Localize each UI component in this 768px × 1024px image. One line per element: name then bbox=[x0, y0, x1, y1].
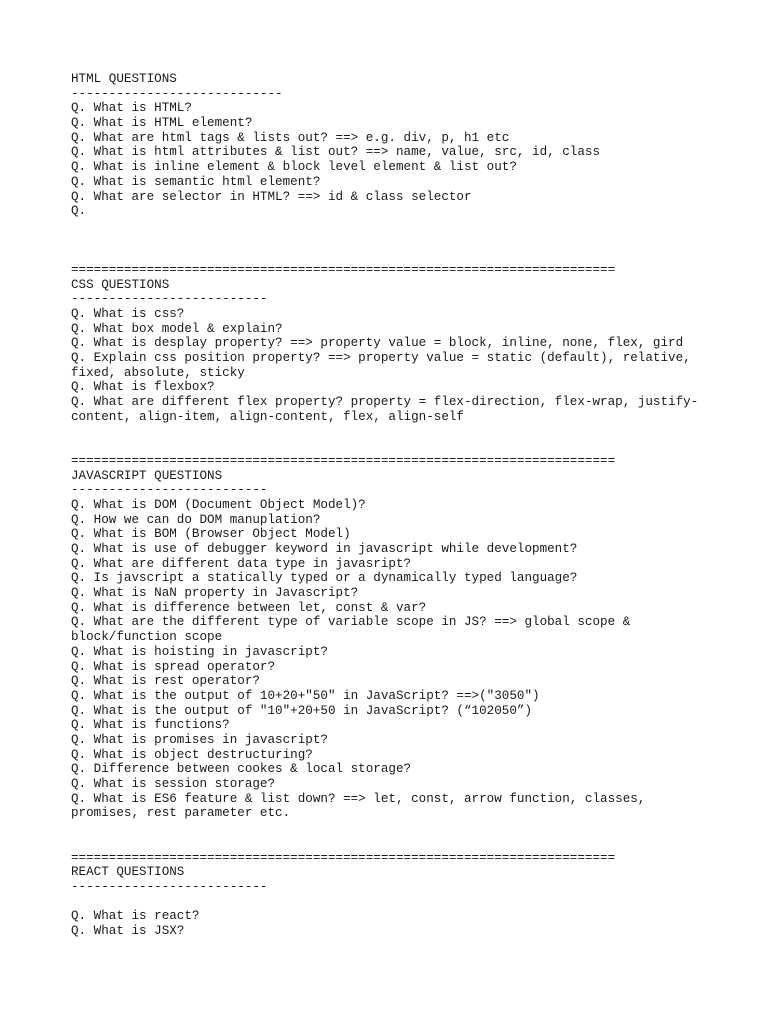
question-line-continuation: fixed, absolute, sticky bbox=[71, 365, 245, 380]
section-title: JAVASCRIPT QUESTIONS bbox=[71, 468, 223, 483]
question-line: Q. What is inline element & block level element & list out? bbox=[71, 160, 517, 175]
question-line: Q. What is DOM (Document Object Model)? bbox=[71, 497, 366, 512]
question-line: Q. What is session storage? bbox=[71, 777, 276, 792]
question-line: Q. What is JSX? bbox=[71, 923, 185, 938]
question-line: Q. Is javscript a statically typed or a dynamically typed language? bbox=[71, 571, 578, 586]
question-line-continuation: block/function scope bbox=[71, 630, 223, 645]
question-line: Q. What are the different type of variable scope in JS? ==> global scope & bbox=[71, 615, 631, 630]
question-line: Q. What is flexbox? bbox=[71, 380, 215, 395]
question-line: Q. What are different flex property? property = flex-direction, flex-wrap, justify- bbox=[71, 395, 699, 410]
javascript-questions-section bbox=[71, 454, 711, 821]
question-line: Q. How we can do DOM manuplation? bbox=[71, 512, 321, 527]
question-line: Q. What is desplay property? ==> property value = block, inline, none, flex, gird bbox=[71, 336, 684, 351]
question-line: Q. What is react? bbox=[71, 909, 200, 924]
section-underline: ---------------------------- bbox=[71, 86, 283, 101]
question-line: Q. What is html attributes & list out? ==> name, value, src, id, class bbox=[71, 145, 601, 160]
question-line: Q. What box model & explain? bbox=[71, 321, 283, 336]
document-page bbox=[71, 72, 711, 939]
css-questions-section bbox=[71, 263, 711, 425]
section-separator: ======================================================================== bbox=[71, 262, 616, 277]
react-questions-section bbox=[71, 851, 711, 939]
question-line: Q. What is the output of 10+20+"50" in JavaScript? ==>("3050") bbox=[71, 688, 540, 703]
section-title: REACT QUESTIONS bbox=[71, 865, 185, 880]
question-line: Q. What is promises in javascript? bbox=[71, 732, 328, 747]
section-underline: -------------------------- bbox=[71, 292, 268, 307]
section-underline: -------------------------- bbox=[71, 879, 268, 894]
question-line: Q. What is use of debugger keyword in javascript while development? bbox=[71, 542, 578, 557]
question-line: Q. What are html tags & lists out? ==> e.g. div, p, h1 etc bbox=[71, 130, 510, 145]
section-underline: -------------------------- bbox=[71, 483, 268, 498]
question-line: Q. What is ES6 feature & list down? ==> let, const, arrow function, classes, bbox=[71, 791, 646, 806]
html-questions-section bbox=[71, 72, 711, 219]
question-line: Q. Difference between cookes & local storage? bbox=[71, 762, 412, 777]
question-line: Q. What is object destructuring? bbox=[71, 747, 313, 762]
question-line: Q. Explain css position property? ==> property value = static (default), relative, bbox=[71, 351, 691, 366]
question-line: Q. What is HTML? bbox=[71, 101, 192, 116]
question-line: Q. What is css? bbox=[71, 307, 185, 322]
question-line: Q. What are different data type in javasript? bbox=[71, 556, 412, 571]
question-line: Q. What is HTML element? bbox=[71, 116, 253, 131]
question-line: Q. What is difference between let, const & var? bbox=[71, 600, 427, 615]
question-line: Q. bbox=[71, 204, 87, 219]
section-separator: ======================================================================== bbox=[71, 850, 616, 865]
question-line: Q. What is semantic html element? bbox=[71, 174, 321, 189]
question-line: Q. What is NaN property in Javascript? bbox=[71, 586, 359, 601]
section-title: CSS QUESTIONS bbox=[71, 277, 170, 292]
question-line-continuation: content, align-item, align-content, flex, align-self bbox=[71, 409, 464, 424]
section-title: HTML QUESTIONS bbox=[71, 72, 177, 86]
question-line: Q. What is functions? bbox=[71, 718, 230, 733]
question-line-continuation: promises, rest parameter etc. bbox=[71, 806, 291, 821]
section-separator: ======================================================================== bbox=[71, 453, 616, 468]
question-line: Q. What are selector in HTML? ==> id & class selector bbox=[71, 189, 472, 204]
question-line: Q. What is BOM (Browser Object Model) bbox=[71, 527, 351, 542]
question-line: Q. What is the output of "10"+20+50 in JavaScript? (“102050”) bbox=[71, 703, 533, 718]
question-line: Q. What is hoisting in javascript? bbox=[71, 644, 328, 659]
question-line: Q. What is spread operator? bbox=[71, 659, 276, 674]
question-line: Q. What is rest operator? bbox=[71, 674, 260, 689]
